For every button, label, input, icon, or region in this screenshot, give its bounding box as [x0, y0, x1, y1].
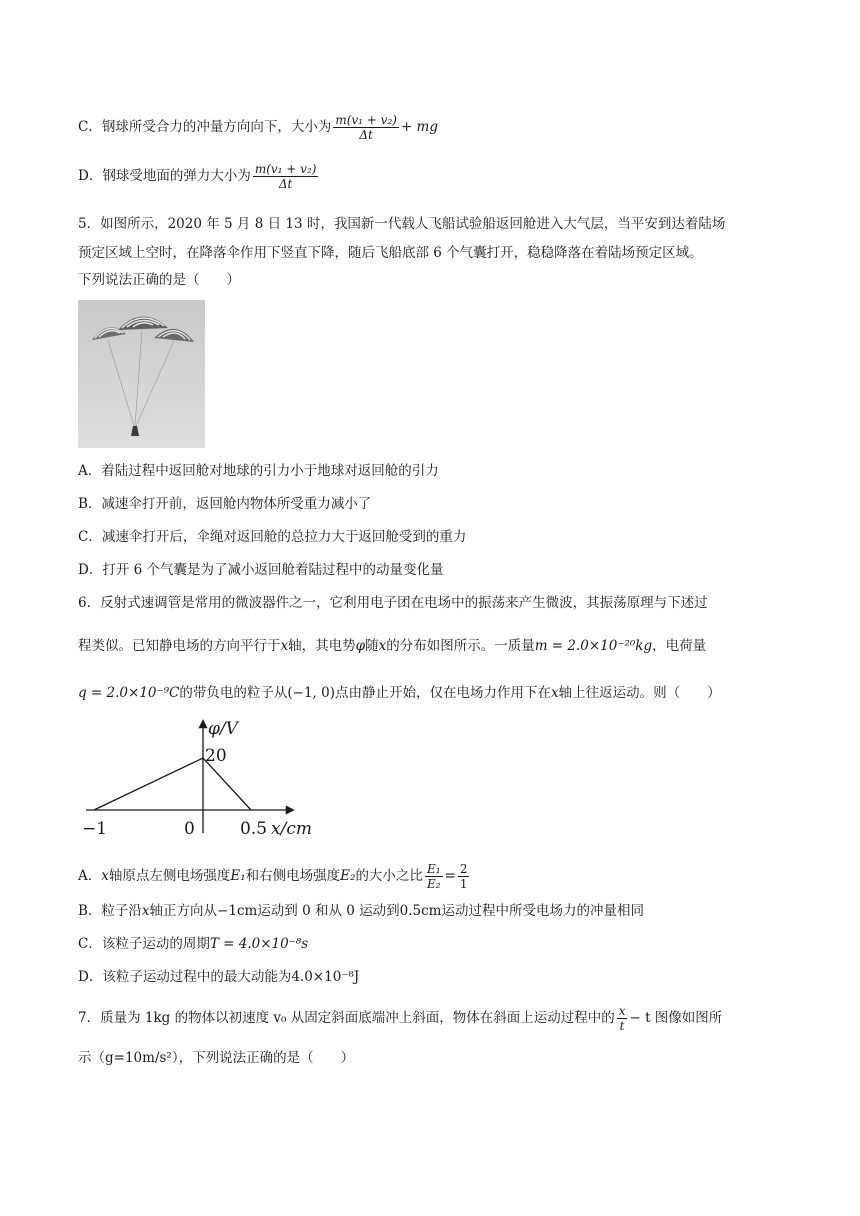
q4-option-c	[78, 113, 438, 142]
q6-option-a-result-fraction	[458, 862, 470, 891]
q5-option-c: C．减速伞打开后，伞绳对返回舱的总拉力大于返回舱受到的重力	[78, 529, 467, 545]
q5-stem-line1: 5．如图所示，2020 年 5 月 8 日 13 时，我国新一代载人飞船试验船返回舱进入大气层，当平安到达着陆场	[78, 216, 726, 232]
q4-option-d	[78, 162, 320, 191]
q6-option-d-energy: 4.0×10⁻⁸J	[291, 969, 360, 985]
q6-line2-text-d: 的分布如图所示。一质量	[386, 638, 535, 654]
q6-option-a-result-num: 2	[459, 862, 468, 876]
q7-x-over-t-fraction	[617, 1004, 628, 1033]
potential-curve	[94, 758, 251, 810]
q4-option-d-numerator: m(v₁ + v₂)	[254, 162, 317, 176]
q6-line3-var-x: x	[550, 685, 559, 701]
q4-option-d-text: 钢球受地面的弹力大小为	[102, 168, 251, 184]
q6-start-point: (−1, 0)	[287, 685, 335, 701]
q5-option-d: D．打开 6 个气囊是为了减小返回舱着陆过程中的动量变化量	[78, 562, 444, 578]
q6-charge-value: q = 2.0×10⁻⁹C	[78, 685, 180, 701]
q6-option-b-text-a: B．粒子沿	[78, 903, 142, 919]
q4-option-c-numerator: m(v₁ + v₂)	[335, 113, 397, 127]
q6-line2-text-b: 轴，其电势	[288, 638, 356, 654]
q6-option-c-text: C．该粒子运动的周期	[78, 936, 210, 952]
q6-line2-text-a: 程类似。已知静电场的方向平行于	[78, 638, 281, 654]
q6-option-a-ratio-fraction	[425, 862, 443, 891]
q6-option-d	[78, 967, 359, 987]
q4-option-c-tail: + mg	[400, 119, 438, 135]
q6-line3-text-a: 的带负电的粒子从	[179, 685, 288, 701]
q4-option-d-fraction	[253, 162, 319, 191]
q6-option-b	[78, 901, 644, 921]
q6-option-b-var-x: x	[141, 903, 150, 919]
q7-line1-text-b: − t 图像如图所	[629, 1010, 723, 1026]
q6-mass-value: m = 2.0×10⁻²⁰kg	[534, 638, 653, 654]
y-axis-label: φ/V	[208, 719, 238, 739]
q5-stem-line3: 下列说法正确的是（ ）	[78, 272, 240, 288]
q4-option-c-text: 钢球所受合力的冲量方向向下，大小为	[101, 119, 332, 135]
q6-option-c	[78, 934, 308, 954]
q6-stem-line3	[78, 683, 721, 703]
tick-label-neg1: −1	[82, 819, 108, 839]
q6-option-b-start: −1cm	[217, 903, 258, 919]
q6-line2-var-x: x	[280, 638, 289, 654]
q6-option-b-text-d: 运动到 0 和从 0 运动到	[257, 903, 400, 919]
q6-option-a-e2: E₂	[340, 868, 356, 884]
q6-line3-text-b: 点由静止开始，仅在电场力作用下在	[334, 685, 551, 701]
tick-label-zero: 0	[184, 819, 195, 839]
q6-option-a-e1: E₁	[230, 868, 246, 884]
q6-option-a-result-den: 1	[459, 877, 468, 891]
q6-option-b-end: 0.5cm	[399, 903, 442, 919]
q7-fraction-num: x	[618, 1004, 626, 1018]
q4-option-c-label: C．	[78, 119, 102, 135]
q6-option-a-equals: =	[444, 868, 456, 884]
q6-option-a-ratio-den: E₂	[426, 877, 441, 891]
q6-line2-text-e: ，电荷量	[652, 638, 707, 654]
q6-option-d-text: D．该粒子运动过程中的最大动能为	[78, 969, 292, 985]
tick-label-half: 0.5	[240, 819, 268, 839]
q6-option-a	[78, 862, 471, 891]
q4-option-d-denominator: Δt	[278, 177, 293, 191]
potential-graph	[78, 715, 328, 840]
q6-option-a-text-b: 轴原点左侧电场强度	[108, 868, 231, 884]
q7-fraction-den: t	[619, 1019, 625, 1033]
q6-stem-line2	[78, 636, 706, 656]
q6-option-a-var-x: x	[101, 868, 109, 884]
q7-stem-line1	[78, 1004, 722, 1033]
q6-option-a-text-d: 的大小之比	[355, 868, 423, 884]
q6-option-a-label: A．	[78, 868, 102, 884]
q6-option-a-ratio-num: E₁	[426, 862, 441, 876]
q6-option-c-period: T = 4.0×10⁻⁸s	[209, 936, 309, 952]
q7-line1-text-a: 7．质量为 1kg 的物体以初速度 v₀ 从固定斜面底端冲上斜面，物体在斜面上运动过程中的	[78, 1010, 615, 1026]
q6-option-a-text-c: 和右侧电场强度	[245, 868, 341, 884]
q5-option-a: A．着陆过程中返回舱对地球的引力小于地球对返回舱的引力	[78, 463, 439, 479]
q5-stem-line2: 预定区域上空时，在降落伞作用下竖直下降，随后飞船底部 6 个气囊打开，稳稳降落在着陆场预定区域。	[78, 245, 703, 261]
parachute-photo	[78, 300, 205, 448]
q6-stem-line1: 6．反射式速调管是常用的微波器件之一，它利用电子团在电场中的振荡来产生微波，其振荡原理与下述过	[78, 595, 708, 611]
peak-value-label: 20	[205, 746, 227, 766]
q7-stem-line2: 示（g=10m/s²），下列说法正确的是（ ）	[78, 1050, 355, 1066]
q6-line2-var-phi: φ	[355, 638, 366, 654]
x-axis-label: x/cm	[271, 819, 312, 839]
q4-option-c-denominator: Δt	[359, 128, 373, 142]
q4-option-c-fraction	[333, 113, 399, 142]
q6-option-b-text-b: 轴正方向从	[149, 903, 218, 919]
q6-option-b-text-f: 运动过程中所受电场力的冲量相同	[441, 903, 644, 919]
q4-option-d-label: D．	[78, 168, 103, 184]
q6-line2-text-c: 随	[365, 638, 379, 654]
q6-line2-var-x2: x	[378, 638, 387, 654]
q5-option-b: B．减速伞打开前，返回舱内物体所受重力减小了	[78, 496, 372, 512]
q6-line3-text-c: 轴上往返运动。则（ ）	[558, 685, 721, 701]
